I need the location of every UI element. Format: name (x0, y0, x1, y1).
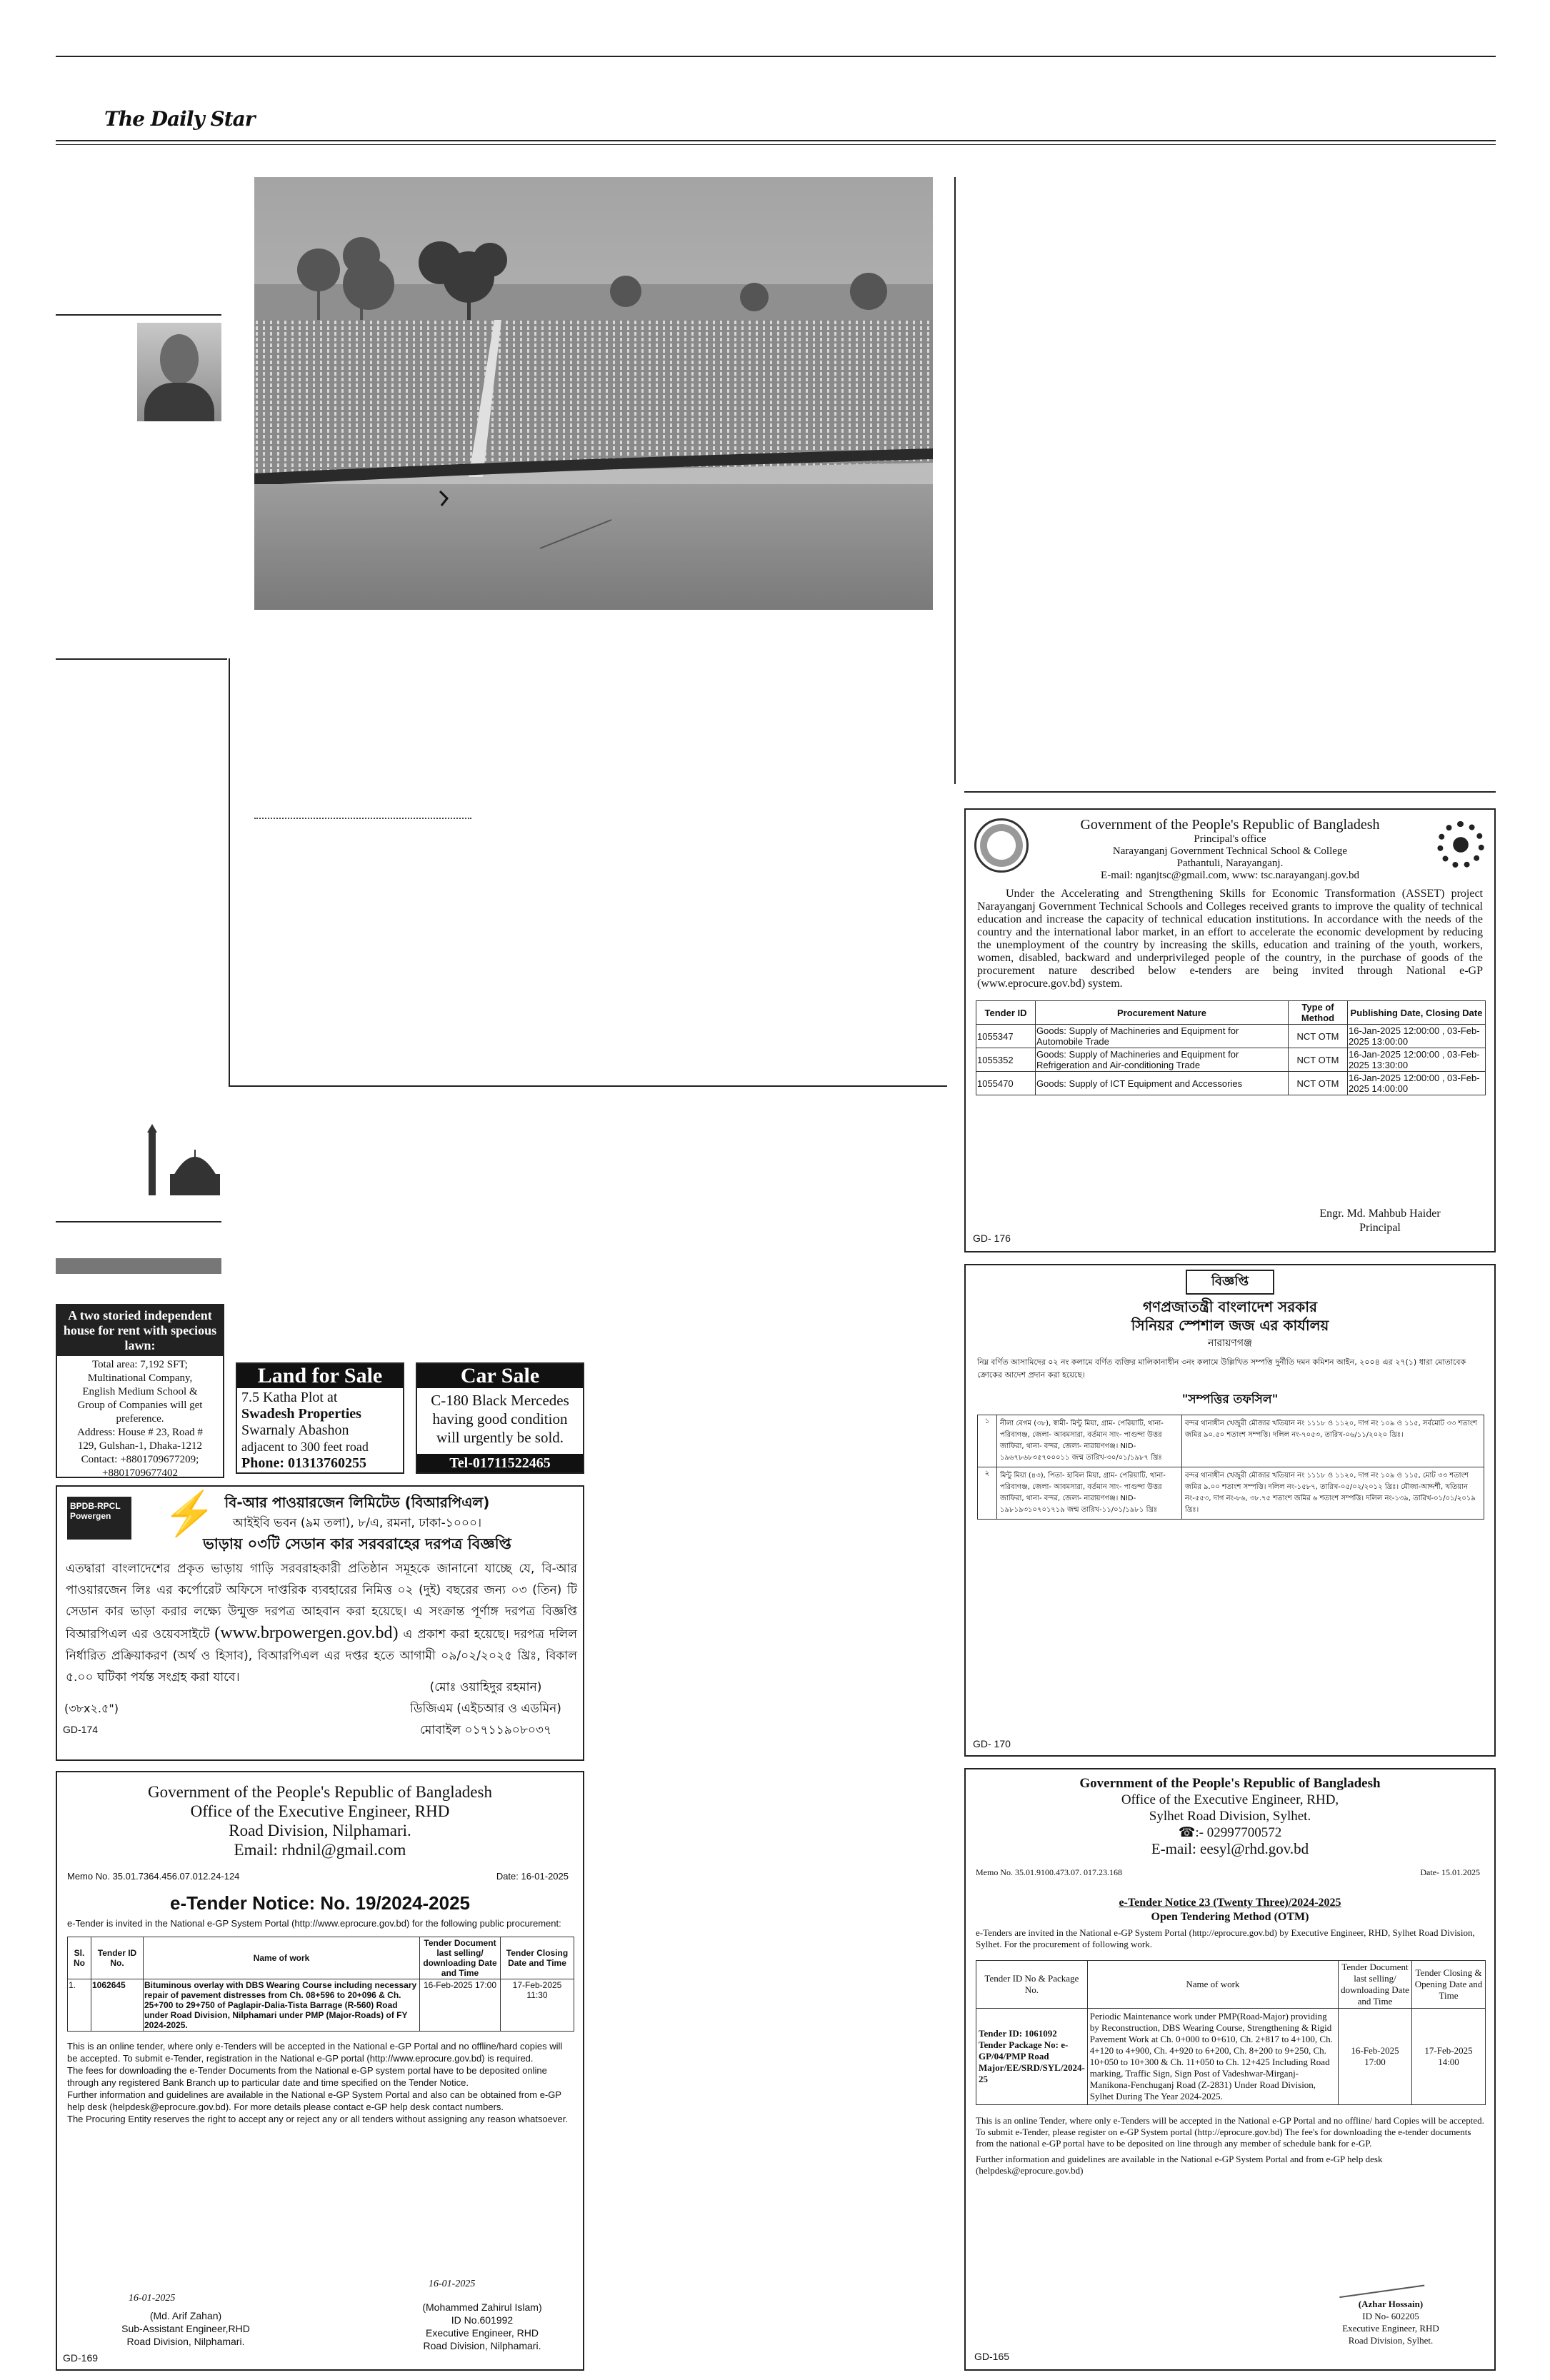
nil-col-header: Sl. No (68, 1937, 91, 1979)
ad-house-rent (56, 1304, 224, 1478)
nar-cell: NCT OTM (1289, 1025, 1348, 1048)
nil-right-sign-line: Executive Engineer, RHD (426, 2327, 539, 2339)
ad-house-line: Address: House # 23, Road # (77, 1427, 203, 1438)
ad-land-title: Land for Sale (237, 1364, 403, 1388)
nar-sign-name: Engr. Md. Mahbub Haider (1319, 1207, 1441, 1220)
right-top-rule (964, 791, 1496, 793)
nar-cell: 16-Jan-2025 12:00:00 , 03-Feb-2025 13:00:00 (1348, 1025, 1486, 1048)
ad-car-line: will urgently be sold. (436, 1429, 564, 1446)
syl-tender-table (976, 1960, 1486, 2105)
nil-left-sign-line: (Md. Arif Zahan) (149, 2310, 222, 2321)
nil-cell: 1. (68, 1979, 91, 2032)
dotted-separator (254, 818, 471, 819)
court-cell: বন্দর থানাধীন খেজুরী মৌজার খতিয়ান নং ১১১৮ ও ১১২০, দাগ নং ১০৯ ও ১১৫, সর্বমোট ৩৩ শতাংশ জমির ৯০.৫০ শতাংশ সম্পত্তি। দলিল নং-৭০৫৩, তারিখ-০৬/১১/২০২০ খ্রিঃ। (1182, 1415, 1484, 1467)
nil-cell: 16-Feb-2025 17:00 (420, 1979, 501, 2032)
syl-sign-line: ID No- 602205 (1362, 2311, 1419, 2321)
bpdb-address: আইইবি ভবন (৯ম তলা), ৮/এ, রমনা, ঢাকা-১০০০। (232, 1516, 482, 1530)
center-box-left (229, 658, 230, 1087)
syl-cell: 16-Feb-2025 17:00 (1339, 2009, 1412, 2105)
court-heading: বিজ্ঞপ্তি (1186, 1270, 1274, 1295)
syl-date: Date- 15.01.2025 (1420, 1867, 1480, 1877)
table-row (978, 1467, 1484, 1520)
nil-note: The fees for downloading the e-Tender Documents from the National e-GP system portal have to be deposited online through any registered Bank Branch up to particular date and time specified on the Tender Notice. (67, 2065, 547, 2088)
syl-subtitle: Open Tendering Method (OTM) (1151, 1911, 1309, 1923)
syl-email: E-mail: eesyl@rhd.gov.bd (1151, 1840, 1309, 1857)
column-divider (954, 177, 956, 784)
bpdb-sign-name: (মোঃ ওয়াহিদুর রহমান) (429, 1680, 542, 1694)
columnist-portrait (137, 323, 221, 421)
nar-gd-code: GD- 176 (973, 1232, 1011, 1244)
nil-left-signature (129, 2286, 175, 2305)
ad-house-line: Group of Companies will get (77, 1400, 203, 1411)
nar-tender-table (976, 1000, 1486, 1095)
bpdb-lightning-icon: ⚡ (163, 1490, 216, 1537)
bpdb-org: বি-আর পাওয়ারজেন লিমিটেড (বিআরপিএল) (224, 1494, 490, 1511)
nil-left-sign-line: Road Division, Nilphamari. (126, 2336, 245, 2347)
bpdb-body (66, 1558, 577, 1688)
nil-email: Email: rhdnil@gmail.com (234, 1841, 406, 1859)
bpdb-tender-notice (56, 1485, 584, 1761)
table-row (976, 1048, 1486, 1072)
syl-col-header: Tender ID No & Package No. (976, 1961, 1088, 2009)
nar-cell: Goods: Supply of Machineries and Equipment for Automobile Trade (1036, 1025, 1289, 1048)
nil-right-signature (429, 2272, 475, 2291)
syl-cell: 17-Feb-2025 14:00 (1412, 2009, 1486, 2105)
court-gov: গণপ্রজাতন্ত্রী বাংলাদেশ সরকার (1143, 1298, 1317, 1315)
nar-cell: NCT OTM (1289, 1072, 1348, 1095)
nilphamari-tender-notice (56, 1771, 584, 2371)
syl-office: Office of the Executive Engineer, RHD, (1121, 1792, 1339, 1807)
nil-col-header: Name of work (144, 1937, 420, 1979)
court-place: নারায়ণগঞ্জ (1207, 1337, 1253, 1349)
nar-cell: NCT OTM (1289, 1048, 1348, 1072)
ad-house-line: Total area: 7,192 SFT; (92, 1359, 188, 1370)
nar-cell: 1055470 (976, 1072, 1036, 1095)
nil-right-sign-line: Road Division, Nilphamari. (423, 2340, 541, 2351)
court-attachment-notice (964, 1264, 1496, 1757)
bpdb-sign-title: ডিজিএম (এইচআর ও এডমিন) (410, 1702, 561, 1716)
ad-car-title: Car Sale (417, 1364, 583, 1388)
bpdb-title: ভাড়ায় ০৩টি সেডান কার সরবরাহের দরপত্র বিজ্ঞপ্তি (203, 1535, 511, 1552)
nar-sign-title: Principal (1359, 1222, 1401, 1234)
bpdb-sign-phone: মোবাইল ০১৭১১৯০৮০৩৭ (419, 1723, 552, 1737)
masthead-logo: The Daily Star (104, 107, 255, 131)
top-rule (56, 56, 1496, 57)
nar-cell: Goods: Supply of ICT Equipment and Accessories (1036, 1072, 1289, 1095)
nar-cell: Goods: Supply of Machineries and Equipment for Refrigeration and Air-conditioning Trade (1036, 1048, 1289, 1072)
court-cell: ২ (978, 1467, 997, 1520)
table-row (976, 1072, 1486, 1095)
left-separator-1 (56, 314, 221, 316)
grey-bar (56, 1258, 221, 1274)
narayanganj-tender-notice (964, 808, 1496, 1252)
ad-house-line: Multinational Company, (87, 1372, 193, 1384)
ad-car-sale (416, 1362, 584, 1474)
court-table (977, 1415, 1484, 1520)
paddy-field-photo (254, 177, 933, 610)
nil-cell: Bituminous overlay with DBS Wearing Course including necessary repair of pavement distresses from Ch. 08+596 to 20+096 & Ch. 25+700 to 29+750 of Paglapir-Dalia-Tista Barrage (R-560) Road under Road Division, Nilphamari under PMP (Major-Roads) of FY 2024-2025. (144, 1979, 420, 2032)
court-schedule: "সম্পত্তির তফসিল" (1181, 1392, 1279, 1407)
ad-house-title: A two storied independent house for rent with specious lawn: (57, 1305, 223, 1356)
court-office: সিনিয়র স্পেশাল জজ এর কার্যালয় (1131, 1317, 1329, 1334)
table-row (68, 1979, 574, 2032)
court-intro: নিম্ন বর্ণিত আসামিদের ০২ নং কলামে বর্ণিত ব্যক্তির মালিকানাধীন ৩নং কলামে উল্লিখিত সম্পত্তি দুর্নীতি দমন কমিশন আইন, ২০০৪ এর ২৭(১) ধারা মোতাবেক ক্রোকের আদেশ প্রদান করা হয়েছে। (977, 1357, 1466, 1380)
court-cell: নীলা বেগম (৩৮), স্বামী- মিন্টু মিয়া, গ্রাম- পেরিয়াটি, থানা- পরিবাগঞ্জ, জেলা- আবমসারা, বর্তমান সাং- পাগুন্দা উত্তর জাফিরা, থানা- বন্দর, জেলা- নারায়ণগঞ্জ। NID- ১৯৬৭৮৬৮৩৫৭০০০১১ জন্ম তারিখ-৩০/০১/১৯৮৭ খ্রিঃ (997, 1415, 1182, 1467)
syl-signature (1336, 2256, 1425, 2298)
nil-right-sign-line: (Mohammed Zahirul Islam) (422, 2301, 542, 2313)
ad-land-phone: Phone: 01313760255 (241, 1455, 366, 1471)
nil-right-sign-line: ID No.601992 (451, 2314, 514, 2326)
syl-col-header: Tender Closing & Opening Date and Time (1412, 1961, 1486, 2009)
syl-sign-line: Executive Engineer, RHD (1342, 2323, 1439, 2334)
table-row (976, 2009, 1486, 2105)
syl-col-header: Tender Document last selling/ downloading Date and Time (1339, 1961, 1412, 2009)
syl-gov: Government of the People's Republic of Bangladesh (1079, 1776, 1381, 1791)
ad-house-line: preference. (116, 1413, 164, 1425)
gear-logo (1437, 821, 1484, 868)
nil-gov: Government of the People's Republic of Bangladesh (148, 1783, 492, 1801)
syl-note: This is an online Tender, where only e-Tenders will be accepted in the National e-GP Portal and no offline/ hard Copies will be accepted. To submit e-Tender, please register on e-GP System portal (http://eprocure.gov.bd) The fee's for downloading the e-tender documents from the national e-GP portal have to be deposited on line through any member of schedule bank for e-GP. (976, 2115, 1484, 2149)
nar-cell: 16-Jan-2025 12:00:00 , 03-Feb-2025 13:30:00 (1348, 1048, 1486, 1072)
syl-cell: Tender ID: 1061092 Tender Package No: e-GP/04/PMP Road Major/EE/SRD/SYL/2024-25 (976, 2009, 1088, 2105)
nil-office: Office of the Executive Engineer, RHD (190, 1802, 450, 1820)
syl-gd-code: GD-165 (974, 2351, 1010, 2362)
mosque-icon (141, 1124, 220, 1202)
ad-house-line: +8801709677402 (102, 1467, 178, 1478)
table-row (976, 1025, 1486, 1048)
nar-body: Under the Accelerating and Strengthening Skills for Economic Transformation (ASSET) project Narayanganj Government Technical Schools and Colleges received grants to improve the quality of technical education and increase the capacity of technical education institutions. In accordance with the needs of the country and the international labor market, in an effort to accelerate the economic development by reducing the unemployment of the country by increasing the skills, education and training of the youth, workers, women, disabled, backward and underprivileged people of the country, in the purchase of goods of the procurement nature described below e-tenders are being invited through National e-GP (www.eprocure.gov.bd) system. (977, 888, 1483, 990)
nar-col-header: Procurement Nature (1036, 1001, 1289, 1025)
nar-cell: 1055352 (976, 1048, 1036, 1072)
ad-land-line: Swadesh Properties (241, 1406, 361, 1422)
syl-sign-line: (Azhar Hossain) (1358, 2299, 1424, 2309)
nil-col-header: Tender ID No. (91, 1937, 144, 1979)
left-separator-2 (56, 658, 227, 660)
ad-car-line: C-180 Black Mercedes (431, 1392, 569, 1409)
nar-cell: 16-Jan-2025 12:00:00 , 03-Feb-2025 14:00:00 (1348, 1072, 1486, 1095)
nar-gov: Government of the People's Republic of Bangladesh (1080, 817, 1380, 833)
bpdb-body-text-2: এ প্রকাশ করা হয়েছে। দরপত্র দলিল নির্ধারিত প্রক্রিয়াকরণ (অর্থ ও হিসাব), বিআরপিএল এর দপ্তর হতে আগামী ০৯/০২/২০২৫ খ্রিঃ, বিকাল ৫.০০ ঘটিকা পর্যন্ত সংগ্রহ করা যাবে। (66, 1627, 577, 1684)
ad-house-line: 129, Gulshan-1, Dhaka-1212 (77, 1440, 203, 1452)
ad-car-phone: Tel-01711522465 (417, 1454, 583, 1472)
govt-seal-logo (974, 818, 1029, 873)
ad-land-sale (236, 1362, 404, 1474)
nar-cell: 1055347 (976, 1025, 1036, 1048)
nil-cell: 17-Feb-2025 11:30 (501, 1979, 574, 2032)
nil-title: e-Tender Notice: No. 19/2024-2025 (169, 1892, 471, 1914)
masthead-rule-1 (56, 140, 1496, 141)
court-gd-code: GD- 170 (973, 1738, 1011, 1749)
masthead-rule-2 (56, 144, 1496, 145)
bpdb-size: (৩৮x২.৫") (64, 1702, 119, 1715)
ad-land-line: adjacent to 300 feet road (241, 1440, 369, 1454)
nil-left-sign-date: 16-01-2025 (129, 2293, 176, 2304)
syl-memo: Memo No. 35.01.9100.473.07. 017.23.168 (976, 1867, 1122, 1877)
nil-memo: Memo No. 35.01.7364.456.07.012.24-124 (67, 1871, 240, 1882)
court-cell: মিন্টু মিয়া (৪৩), পিতা- হাবিল মিয়া, গ্রাম- পেরিয়াটি, থানা- পরিবাগঞ্জ, জেলা- আবমসারা, বর্তমান সাং- পাগুন্দা উত্তর জাফিরা, থানা- বন্দর, জেলা- নারায়ণগঞ্জ। NID- ১৯৮১৯৩১০৭০১৭১৯ জন্ম তারিখ-১১/০১/১৯৮১ খ্রিঃ (997, 1467, 1182, 1520)
nil-cell: 1062645 (91, 1979, 144, 2032)
syl-division: Sylhet Road Division, Sylhet. (1149, 1809, 1311, 1824)
center-box-bottom (229, 1085, 947, 1087)
ad-house-line: Contact: +8801709677209; (81, 1454, 199, 1465)
table-row (978, 1415, 1484, 1467)
nil-col-header: Tender Document last selling/ downloading Date and Time (420, 1937, 501, 1979)
nil-tender-table (67, 1937, 574, 2032)
bpdb-body-text: এতদ্বারা বাংলাদেশের প্রকৃত ভাড়ায় গাড়ি সরবরাহকারী প্রতিষ্ঠান সমূহকে জানানো যাচ্ছে যে, বি-আর পাওয়ারজেন লিঃ এর কর্পোরেট অফিসে দাপ্তরিক ব্যবহারের নিমিত্ত ০২ (দুই) বছরের জন্য ০৩ (তিন) টি সেডান কার ভাড়া করার লক্ষ্যে উন্মুক্ত দরপত্র আহবান করা হয়েছে। এ সংক্রান্ত পূর্ণাঙ্গ দরপত্র বিজ্ঞপ্তি বিআরপিএল এর ওয়েবসাইটে (66, 1562, 577, 1642)
bpdb-gd-code: GD-174 (63, 1724, 99, 1735)
nar-email: E-mail: nganjtsc@gmail.com, www: tsc.narayanganj.gov.bd (1101, 870, 1359, 881)
nar-office: Principal's office (1194, 833, 1266, 845)
ad-land-line: 7.5 Katha Plot at (241, 1390, 338, 1405)
bpdb-website[interactable]: (www.brpowergen.gov.bd) (214, 1624, 399, 1642)
nil-intro: e-Tender is invited in the National e-GP System Portal (http://www.eprocure.gov.bd) for the following public procurement: (67, 1918, 561, 1929)
syl-col-header: Name of work (1087, 1961, 1338, 2009)
nil-division: Road Division, Nilphamari. (229, 1822, 411, 1839)
nar-place: Pathantuli, Narayanganj. (1176, 858, 1284, 869)
syl-sign-line: Road Division, Sylhet. (1348, 2335, 1434, 2346)
nil-left-sign-line: Sub-Assistant Engineer,RHD (121, 2323, 250, 2334)
court-cell: বন্দর থানাধীন খেজুরী মৌজার খতিয়ান নং ১১১৮ ও ১১২০, দাগ নং ১০৯ ও ১১৫, মোট ৩৩ শতাংশ জমির ৯.০০ শতাংশ সম্পত্তি। দলিল নং-১৫৮৭, তারিখ-০৫/০২/২০১২ খ্রিঃ। মৌজা-আদ্দর্শী, খতিয়ান নং-৫৫৩, দাগ নং-৮৬, ৩৮.৭৫ শতাংশ জমির ৬ শতাংশ সম্পত্তি। দলিল নং-১৩৯, তারিখ-০১/০১/২০১৯ খ্রিঃ। (1182, 1467, 1484, 1520)
nar-col-header: Tender ID (976, 1001, 1036, 1025)
nil-gd-code: GD-169 (63, 2352, 99, 2364)
nar-school: Narayanganj Government Technical School & College (1112, 845, 1348, 857)
nil-date: Date: 16-01-2025 (496, 1871, 569, 1882)
nil-note: Further information and guidelines are available in the National e-GP System Portal and also can be obtained from e-GP help desk (helpdesk@eprocure.gov.bd). For more details please contact e-GP help desk contact numbers. (67, 2089, 561, 2112)
nar-col-header: Type of Method (1289, 1001, 1348, 1025)
syl-title: e-Tender Notice 23 (Twenty Three)/2024-2025 (1119, 1897, 1341, 1909)
ad-house-line: English Medium School & (82, 1386, 198, 1397)
syl-phone: ☎:- 02997700572 (1178, 1825, 1282, 1840)
nil-note: This is an online tender, where only e-Tenders will be accepted in the National e-GP Portal and no offline/hard copies will be accepted. To submit e-Tender, registration in the National e-GP portal (http://www.eprocure.gov.bd) is required. (67, 2041, 563, 2064)
sylhet-tender-notice (964, 1768, 1496, 2371)
nil-note: The Procuring Entity reserves the right to accept any or reject any or all tenders without assigning any reason whatsoever. (67, 2114, 568, 2124)
nar-col-header: Publishing Date, Closing Date (1348, 1001, 1486, 1025)
ad-land-line: Swarnaly Abashon (241, 1422, 349, 1438)
syl-note: Further information and guidelines are available in the National e-GP System Portal and from e-GP help desk (helpdesk@eprocure.gov.bd) (976, 2154, 1383, 2176)
ad-car-line: having good condition (432, 1410, 568, 1427)
syl-cell: Periodic Maintenance work under PMP(Road-Major) providing by Reconstruction, DBS Wearing Course, Strengthening & Rigid Pavement Work at Ch. 0+000 to 0+610, Ch. 2+817 to 4+100, Ch. 4+120 to 4+900, Ch. 4+920 to 6+200, Ch. 8+200 to 9+250, Ch. 10+050 to 10+300 & Ch. 11+050 to Ch. 12+425 Including Road marking, Traffic Sign, Sign Post of Vadeshwar-Mirganj-Manikona-Fenchuganj Road (Z-2831) Under Road Division, Sylhet During The Year 2024-2025. (1087, 2009, 1338, 2105)
syl-intro: e-Tenders are invited in the National e-GP System Portal (http://eprocure.gov.bd) by Executive Engineer, RHD, Sylhet Road Division, Sylhet. For the procurement of following work. (976, 1927, 1475, 1949)
court-cell: ১ (978, 1415, 997, 1467)
left-separator-3 (56, 1221, 221, 1222)
nil-right-sign-date: 16-01-2025 (429, 2279, 476, 2289)
nil-col-header: Tender Closing Date and Time (501, 1937, 574, 1979)
bpdb-logo: BPDB-RPCL Powergen (67, 1497, 131, 1540)
